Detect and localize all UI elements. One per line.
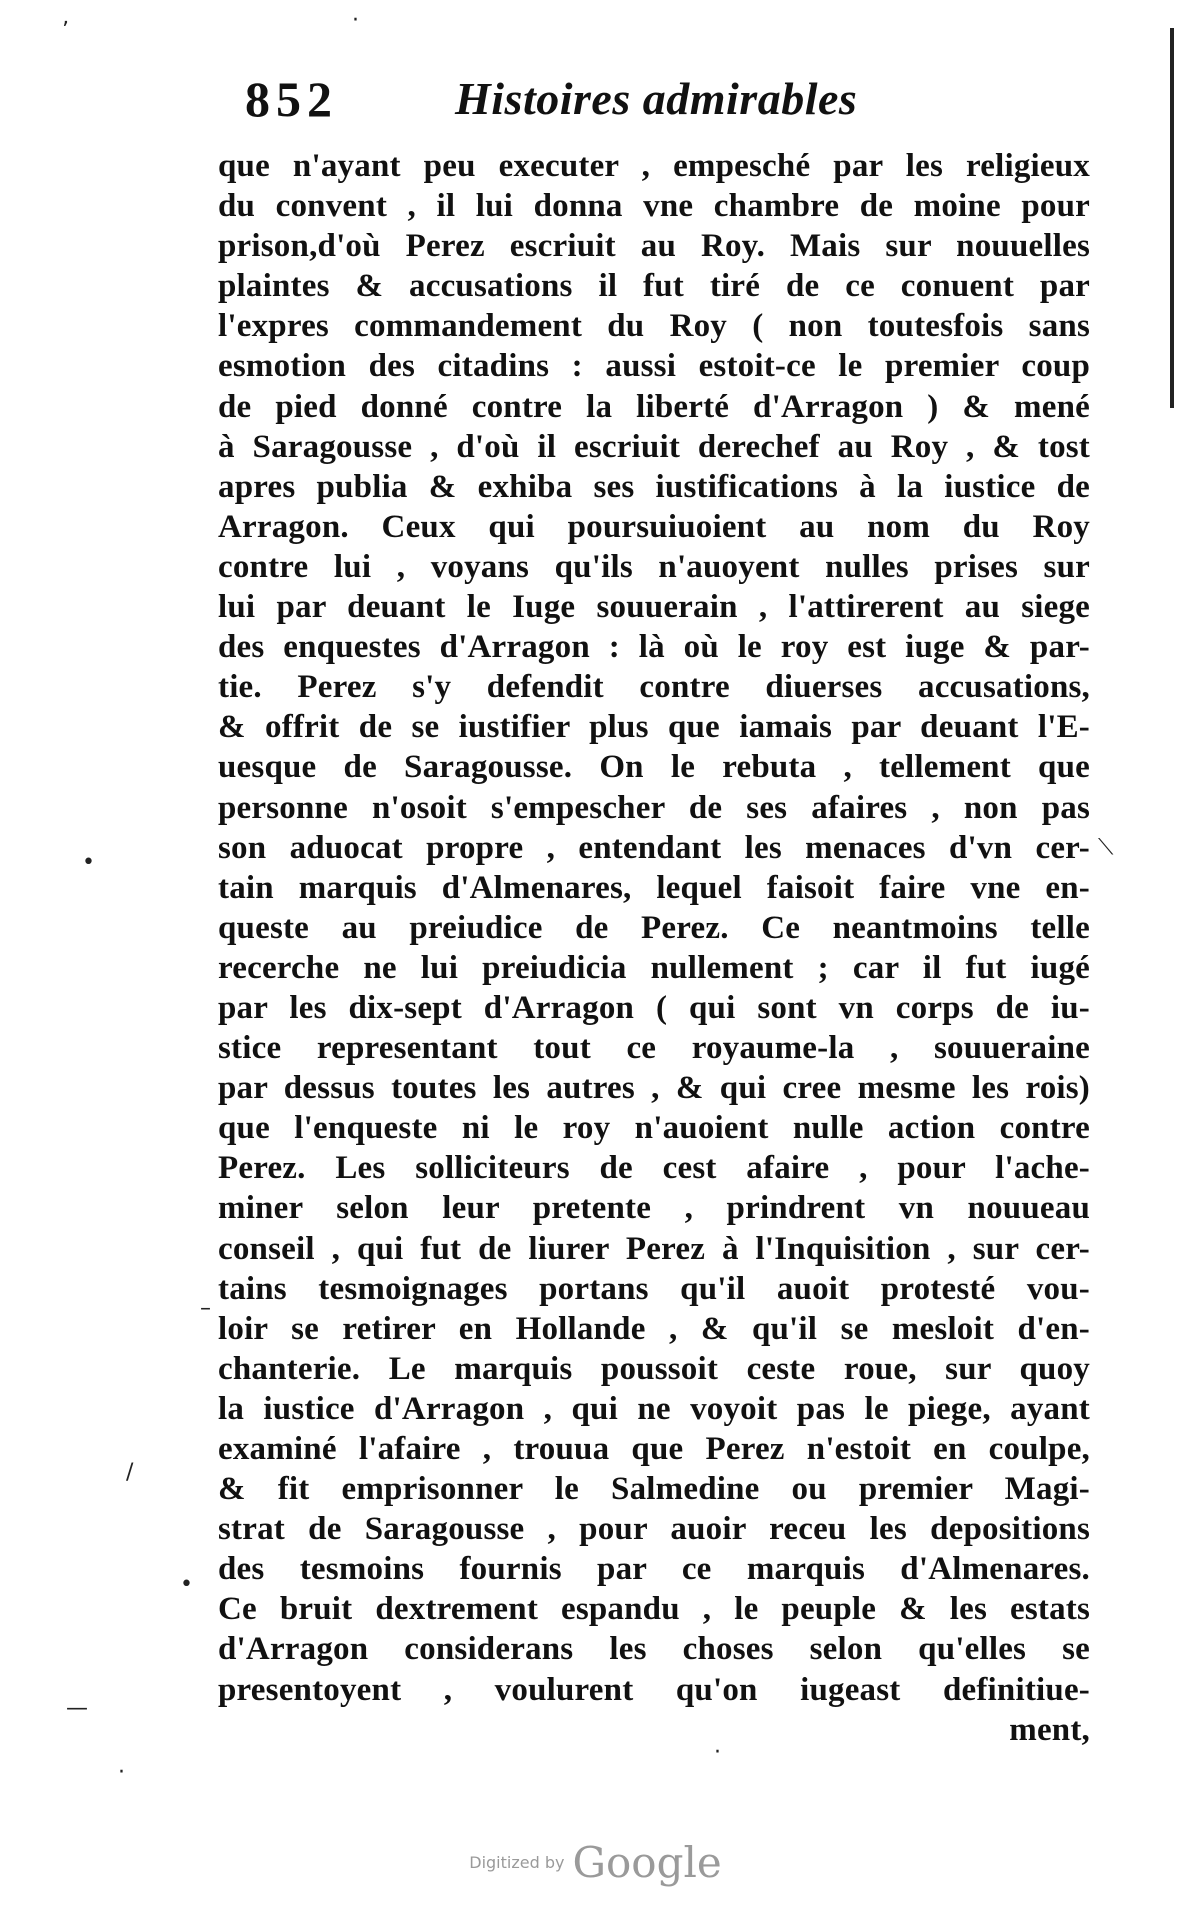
text-line: examiné l'afaire , trouua que Perez n'estoit en coulpe, [218,1431,1090,1467]
margin-mark: • [180,1572,193,1597]
text-line: recerche ne lui preiudicia nullement ; car il fut iugé [218,949,1090,986]
text-line: du convent , il lui donna vne chambre de moine pour [218,188,1090,225]
page-number: 852 [245,71,338,127]
body-text [218,146,1090,1750]
margin-mark: • [82,850,95,875]
text-line: & offrit de se iustifier plus que iamais par deuant l'E- [218,709,1090,746]
text-line: & fit emprisonner le Salmedine ou premier Magi- [218,1471,1090,1508]
text-line: que n'ayant peu executer , empesché par les religieux [218,148,1090,184]
text-line: son aduocat propre , entendant les menaces d'vn cer- [218,829,1090,866]
text-line: des enquestes d'Arragon : là où le roy est iuge & par- [218,629,1090,666]
text-line: personne n'osoit s'empescher de ses afaires , non pas [218,789,1090,826]
margin-mark: / [126,1460,134,1485]
text-line: des tesmoins fournis par ce marquis d'Almenares. [218,1551,1090,1588]
text-line: esmotion des citadins : aussi estoit-ce le premier coup [218,348,1090,385]
page-header [245,70,965,130]
text-line: apres publia & exhiba ses iustifications à la iustice de [218,468,1090,505]
text-line: que l'enqueste ni le roy n'auoient nulle action contre [218,1110,1090,1147]
margin-mark: ʼ [62,18,69,43]
text-line: l'expres commandement du Roy ( non toutesfois sans [218,308,1090,345]
text-line: prison,d'où Perez escriuit au Roy. Mais sur nouuelles [218,228,1090,265]
text-line: Ce bruit dextrement espandu , le peuple & les estats [218,1591,1090,1628]
text-line: plaintes & accusations il fut tiré de ce conuent par [218,268,1090,305]
text-line: uesque de Saragousse. On le rebuta , tellement que [218,749,1090,786]
text-line: Arragon. Ceux qui poursuiuoient au nom du Roy [218,508,1090,545]
digitization-watermark [0,1838,1191,1887]
text-line: stice representant tout ce royaume-la , souueraine [218,1030,1090,1067]
running-title: Histoires admirables [455,73,858,124]
text-line: de pied donné contre la liberté d'Arragon ) & mené [218,388,1090,425]
text-line: la iustice d'Arragon , qui ne voyoit pas le piege, ayant [218,1390,1090,1427]
text-line: conseil , qui fut de liurer Perez à l'Inquisition , sur cer- [218,1230,1090,1267]
text-line: tie. Perez s'y defendit contre diuerses accusations, [218,669,1090,706]
margin-mark: · [714,1740,721,1765]
margin-mark: · [118,1760,125,1785]
text-line: par les dix-sept d'Arragon ( qui sont vn corps de iu- [218,989,1090,1026]
text-line: queste au preiudice de Perez. Ce neantmoins telle [218,909,1090,946]
text-line: contre lui , voyans qu'ils n'auoyent nulles prises sur [218,548,1090,585]
text-line: tain marquis d'Almenares, lequel faisoit faire vne en- [218,869,1090,906]
text-line: chanterie. Le marquis poussoit ceste roue, sur quoy [218,1350,1090,1387]
text-line: tains tesmoignages portans qu'il auoit protesté vou- [218,1270,1090,1307]
page-edge-rule [1170,28,1174,408]
text-line: Perez. Les solliciteurs de cest afaire , pour l'ache- [218,1150,1090,1187]
catchword: ment, [1009,1711,1090,1748]
text-line: d'Arragon considerans les choses selon qu'elles se [218,1631,1090,1668]
google-logo: Google [572,1838,722,1887]
text-line: lui par deuant le Iuge souuerain , l'attirerent au siege [218,589,1090,626]
text-line: presentoyent , voulurent qu'on iugeast definitiue- [218,1671,1090,1708]
margin-mark: ⟍ [1098,835,1114,860]
text-line: à Saragousse , d'où il escriuit derechef au Roy , & tost [218,428,1090,465]
text-line: miner selon leur pretente , prindrent vn nouueau [218,1190,1090,1227]
margin-mark: · [352,8,359,33]
margin-mark: – [200,1296,211,1321]
text-line: strat de Saragousse , pour auoir receu les depositions [218,1511,1090,1548]
margin-mark: — [66,1696,88,1721]
digitized-by-label: Digitized by [469,1853,565,1872]
text-line: par dessus toutes les autres , & qui cree mesme les rois) [218,1070,1090,1107]
text-line: loir se retirer en Hollande , & qu'il se mesloit d'en- [218,1310,1090,1347]
